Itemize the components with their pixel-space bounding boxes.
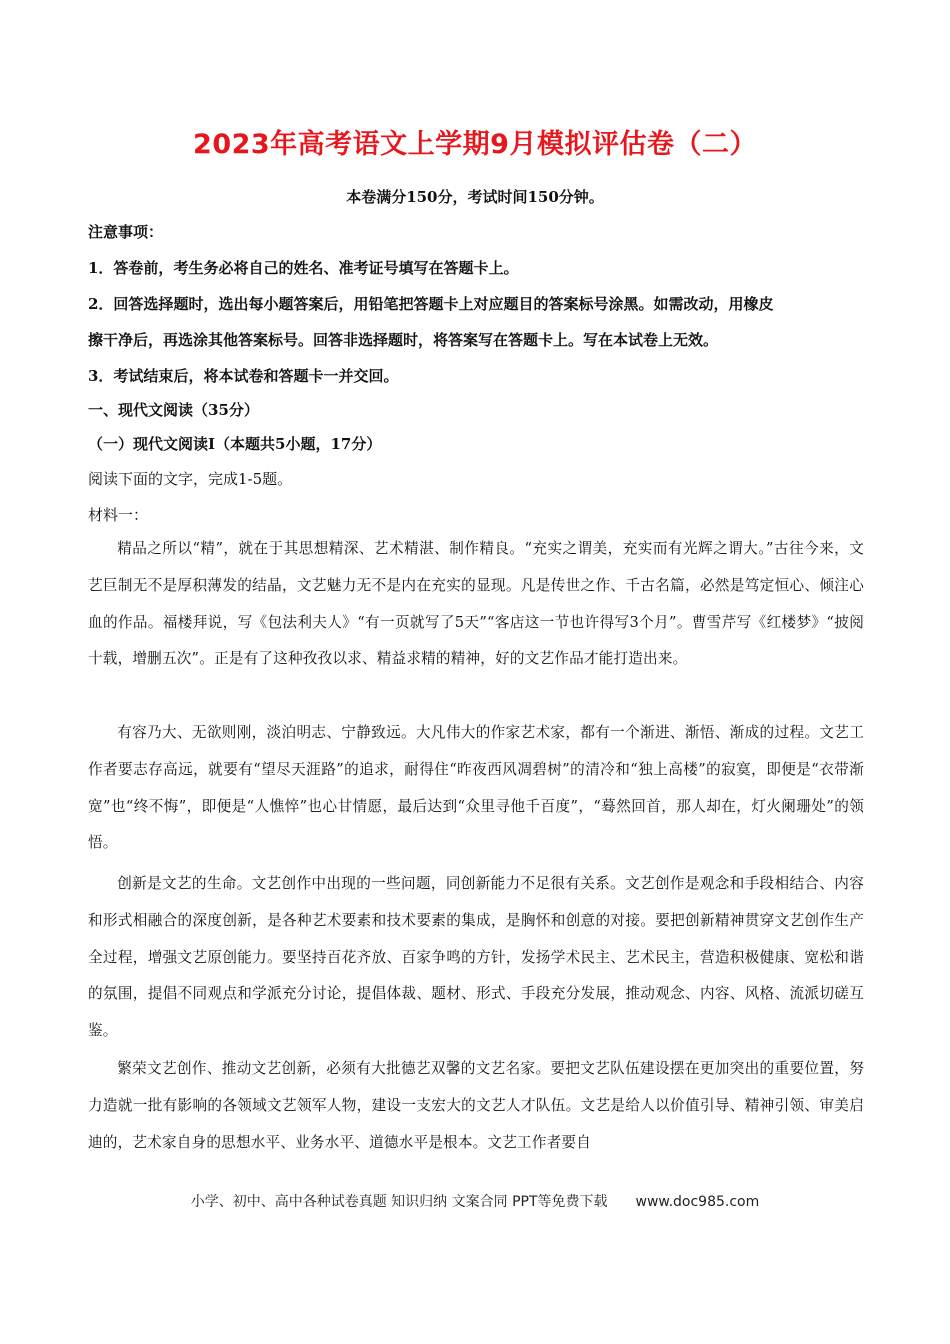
paragraph-3: 创新是文艺的生命。文艺创作中出现的一些问题，同创新能力不足很有关系。文艺创作是观念和手段相结合、内容和形式相融合的深度创新，是各种艺术要素和技术要素的集成，是胸怀和创意的对接。要把创新精神贯穿文艺创作生产全过程，增强文艺原创能力。要坚持百花齐放、百家争鸣的方针，发扬学术民主、艺术民主，营造积极健康、宽松和谐的氛围，提倡不同观点和学派充分讨论，提倡体裁、题材、形式、手段充分发展，推动观念、内容、风格、流派切磋互鉴。 (88, 875, 864, 1040)
reading-instruction: 阅读下面的文字，完成1-5题。 (88, 470, 293, 488)
material-label: 材料一： (88, 506, 149, 524)
notes-item-1: 1．答卷前，考生务必将自己的姓名、准考证号填写在答题卡上。 (88, 259, 519, 277)
section-heading: 一、现代文阅读（35分） (88, 401, 259, 419)
exam-subtitle: 本卷满分150分，考试时间150分钟。 (346, 188, 604, 206)
notes-item-3: 3．考试结束后，将本试卷和答题卡一并交回。 (88, 367, 399, 385)
footer-url[interactable]: www.doc985.com (635, 1194, 760, 1210)
exam-title: 2023年高考语文上学期9月模拟评估卷（二） (193, 129, 757, 160)
notes-item-2-line-2: 擦干净后，再选涂其他答案标号。回答非选择题时，将答案写在答题卡上。写在本试卷上无效。 (88, 331, 719, 349)
paragraph-2: 有容乃大、无欲则刚，淡泊明志、宁静致远。大凡伟大的作家艺术家，都有一个渐进、渐悟、渐成的过程。文艺工作者要志存高远，就要有“望尽天涯路”的追求，耐得住“昨夜西风凋碧树”的清冷和“独上高楼”的寂寞，即便是“衣带渐宽”也“终不悔”，即便是“人憔悴”也心甘情愿，最后达到“众里寻他千百度”，“蓦然回首，那人却在，灯火阑珊处”的领悟。 (88, 724, 864, 852)
notes-item-2-line-1: 2．回答选择题时，选出每小题答案后，用铅笔把答题卡上对应题目的答案标号涂黑。如需改动，用橡皮 (88, 295, 774, 313)
paragraph-1: 精品之所以“精”，就在于其思想精深、艺术精湛、制作精良。“充实之谓美，充实而有光辉之谓大。”古往今来，文艺巨制无不是厚积薄发的结晶，文艺魅力无不是内在充实的显现。凡是传世之作、千古名篇，必然是笃定恒心、倾注心血的作品。福楼拜说，写《包法利夫人》“有一页就写了5天”“客店这一节也许得写3个月”。曹雪芹写《红楼梦》“披阅十载，增删五次”。正是有了这种孜孜以求、精益求精的精神，好的文艺作品才能打造出来。 (88, 540, 864, 668)
footer-text: 小学、初中、高中各种试卷真题 知识归纳 文案合同 PPT等免费下载 (190, 1194, 608, 1210)
notes-heading: 注意事项： (88, 223, 164, 241)
subsection-heading: （一）现代文阅读Ⅰ（本题共5小题，17分） (88, 435, 382, 453)
page-footer (0, 1191, 950, 1211)
paragraph-4: 繁荣文艺创作、推动文艺创新，必须有大批德艺双馨的文艺名家。要把文艺队伍建设摆在更加突出的重要位置，努力造就一批有影响的各领域文艺领军人物，建设一支宏大的文艺人才队伍。文艺是给人以价值引导、精神引领、审美启迪的，艺术家自身的思想水平、业务水平、道德水平是根本。文艺工作者要自 (88, 1060, 864, 1151)
